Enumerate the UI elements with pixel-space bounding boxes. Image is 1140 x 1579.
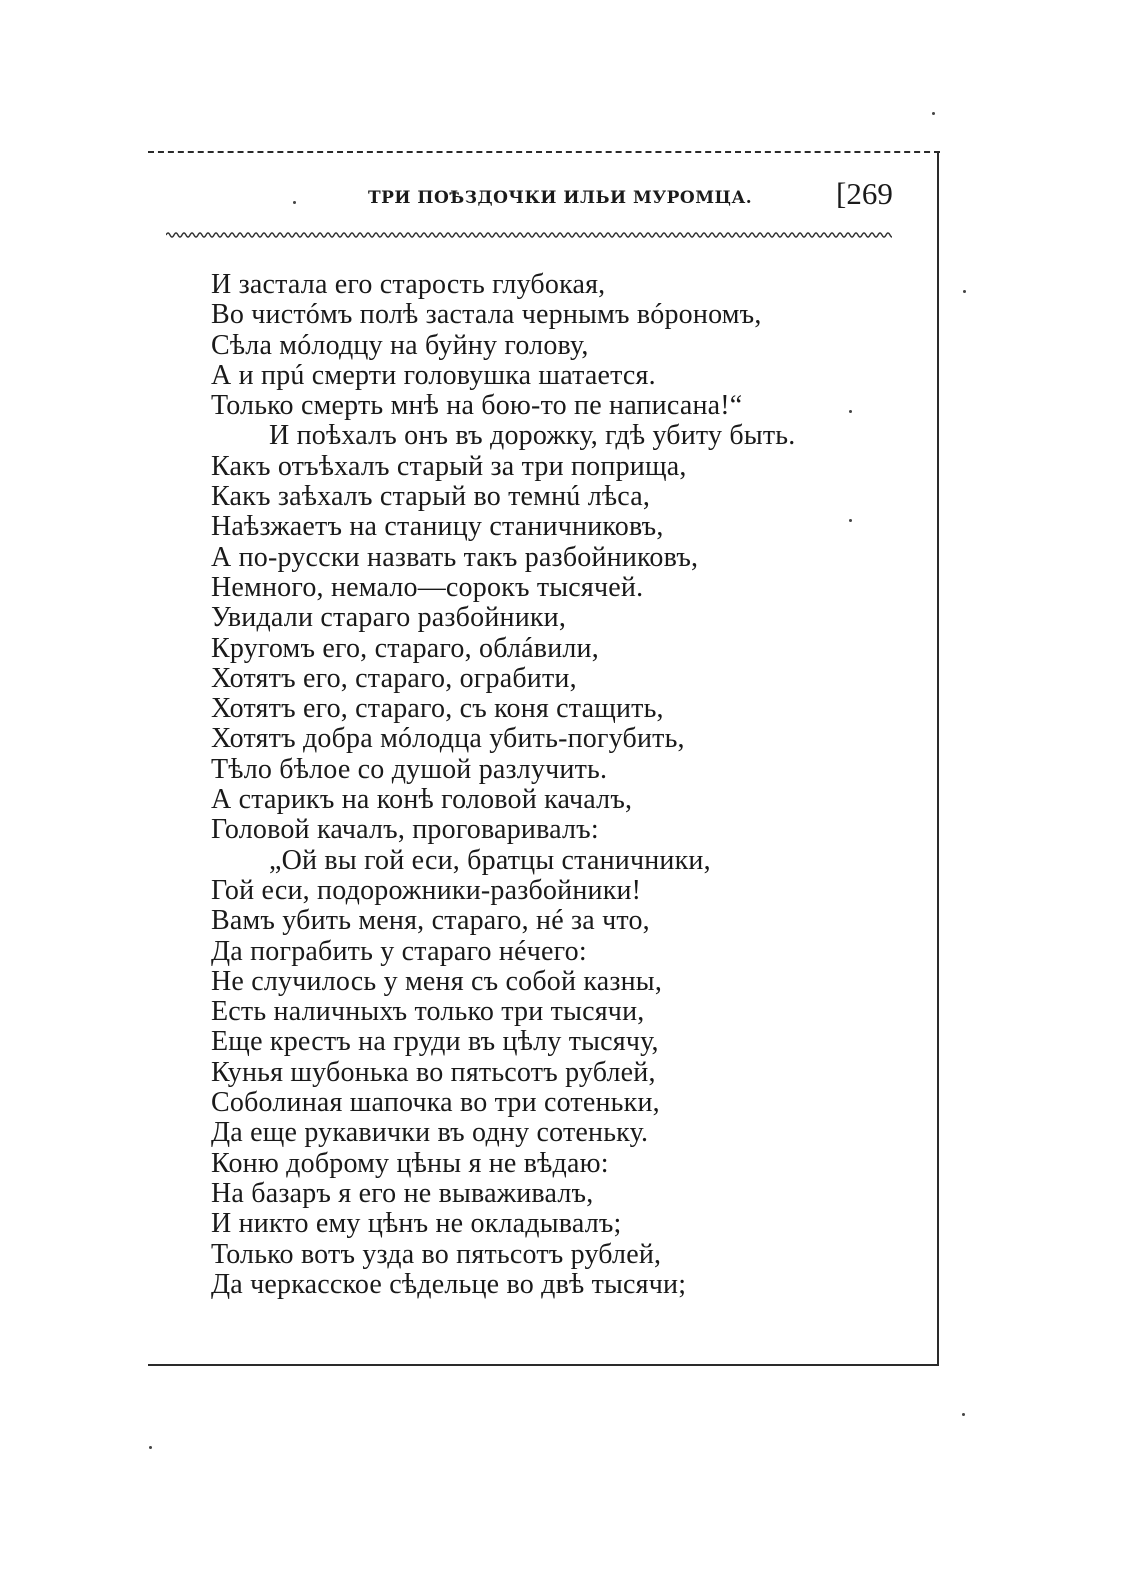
scan-speck — [149, 1446, 152, 1449]
verse-line: Да еще рукавички въ одну сотеньку. — [211, 1117, 649, 1149]
scan-speck — [849, 410, 852, 413]
scan-speck — [849, 519, 852, 522]
wavy-ornament-rule — [166, 228, 892, 242]
right-margin-rule — [937, 151, 939, 1366]
verse-line: Только смерть мнѣ на бою-то пе написана!“ — [211, 390, 743, 422]
verse-line: Какъ отъѣхалъ старый за три поприща, — [211, 450, 687, 482]
verse-line: И поѣхалъ онъ въ дорожку, гдѣ убиту быть. — [269, 420, 796, 452]
verse-line: Да черкасское сѣдельце во двѣ тысячи; — [211, 1268, 687, 1300]
verse-line: Только вотъ узда во пятьсотъ рублей, — [211, 1238, 662, 1270]
verse-line: „Ой вы гой еси, братцы станичники, — [269, 844, 711, 876]
running-title: ТРИ ПОѢЗДОЧКИ ИЛЬИ МУРОМЦА. — [368, 188, 753, 208]
bottom-rule — [148, 1364, 939, 1366]
verse-line: Гой еси, подорожники-разбойники! — [211, 874, 642, 906]
verse-line: Какъ заѣхалъ старый во темнú лѣса, — [211, 481, 651, 513]
scan-speck — [963, 290, 966, 293]
scan-speck — [293, 201, 296, 204]
verse-line: И застала его старость глубокая, — [211, 269, 606, 300]
verse-line: Вамъ убить меня, стараго, нé за что, — [211, 905, 650, 937]
verse-line: Хотятъ добра мóлодца убить-погубить, — [211, 723, 685, 755]
verse-line: Не случилось у меня съ собой казны, — [211, 965, 663, 997]
verse-line: И никто ему цѣнъ не окладывалъ; — [211, 1208, 622, 1240]
verse-line: Головой качалъ, проговаривалъ: — [211, 814, 599, 846]
verse-line: Тѣло бѣлое со душой разлучить. — [211, 753, 608, 785]
verse-line: Кругомъ его, стараго, облáвили, — [211, 632, 599, 664]
verse-line: Во чистóмъ полѣ застала чернымъ вóрономъ, — [211, 299, 762, 331]
page-number: [269 — [836, 176, 893, 211]
verse-line: Есть наличныхъ только три тысячи, — [211, 996, 645, 1028]
verse-body — [211, 270, 795, 1300]
verse-line: Да пограбить у стараго нéчего: — [211, 935, 587, 967]
scan-speck — [962, 1413, 965, 1416]
verse-line: Немного, немало—сорокъ тысячей. — [211, 571, 644, 603]
verse-line: Коню доброму цѣны я не вѣдаю: — [211, 1147, 609, 1179]
verse-line: Хотятъ его, стараго, ограбити, — [211, 662, 577, 694]
verse-line: Соболиная шапочка во три сотеньки, — [211, 1087, 660, 1119]
verse-line: А и прú смерти головушка шатается. — [211, 359, 656, 391]
verse-line: Кунья шубонька во пятьсотъ рублей, — [211, 1056, 656, 1088]
verse-line: Сѣла мóлодцу на буйну голову, — [211, 329, 589, 361]
scan-speck — [932, 112, 935, 115]
verse-line: А старикъ на конѣ головой качалъ, — [211, 784, 633, 816]
verse-line: Наѣзжаетъ на станицу станичниковъ, — [211, 511, 664, 543]
verse-line: Еще крестъ на груди въ цѣлу тысячу, — [211, 1026, 659, 1058]
verse-line: А по-русски назвать такъ разбойниковъ, — [211, 541, 699, 573]
verse-line: Увидали стараго разбойники, — [211, 602, 567, 634]
verse-line: Хотятъ его, стараго, съ коня стащить, — [211, 693, 664, 725]
verse-line: На базаръ я его не вываживалъ, — [211, 1177, 594, 1209]
top-rule — [148, 151, 940, 153]
